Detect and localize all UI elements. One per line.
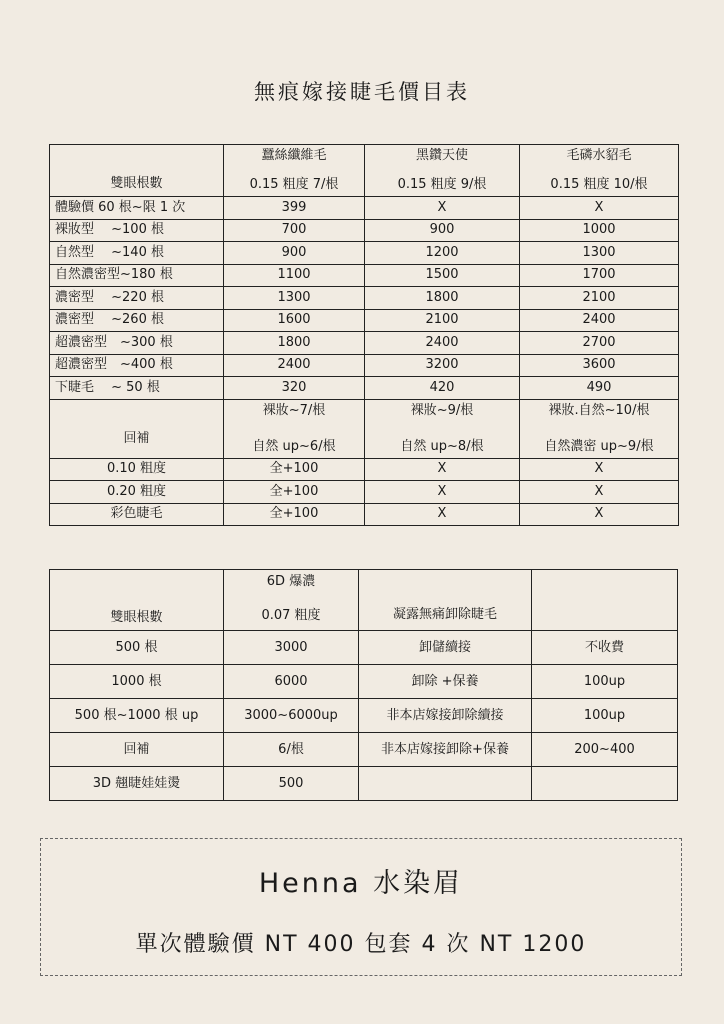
price-cell: 500 (224, 767, 359, 801)
eyelash-price-table (49, 144, 679, 526)
service-cell (359, 767, 532, 801)
service-cell: 卸儲續接 (359, 631, 532, 665)
services-price-table (49, 569, 678, 801)
table-row (50, 377, 679, 400)
header-col-6d: 6D 爆濃 0.07 粗度 (224, 570, 359, 631)
price-cell: X (365, 197, 520, 220)
table-row (50, 197, 679, 220)
row-label: 體驗價 60 根~限 1 次 (50, 197, 224, 220)
table-row (50, 767, 678, 801)
price-cell: 3000 (224, 631, 359, 665)
price-cell: 320 (224, 377, 365, 400)
table-row (50, 458, 679, 481)
price-cell: X (365, 503, 520, 526)
header-col-mink: 毛磷水貂毛 0.15 粗度 10/根 (520, 145, 679, 197)
table-row (50, 287, 679, 310)
table-row (50, 309, 679, 332)
price-cell: 700 (224, 219, 365, 242)
price-cell: X (520, 458, 679, 481)
price-cell: 1800 (365, 287, 520, 310)
price-cell: X (520, 197, 679, 220)
header-col-removal: 凝露無痛卸除睫毛 (359, 570, 532, 631)
row-label: 彩色睫毛 (50, 503, 224, 526)
table-row (50, 631, 678, 665)
refill-cell: 裸妝~7/根 自然 up~6/根 (224, 399, 365, 458)
row-label: 下睫毛 ~ 50 根 (50, 377, 224, 400)
table-row (50, 733, 678, 767)
price-cell: 490 (520, 377, 679, 400)
price-cell: 3200 (365, 354, 520, 377)
price-cell: 不收費 (532, 631, 678, 665)
price-cell: 全+100 (224, 481, 365, 504)
row-label: 自然濃密型~180 根 (50, 264, 224, 287)
header-col-silk: 蠶絲纖維毛 0.15 粗度 7/根 (224, 145, 365, 197)
price-cell: 900 (365, 219, 520, 242)
price-cell: 1500 (365, 264, 520, 287)
price-cell: 2700 (520, 332, 679, 355)
price-cell: 全+100 (224, 458, 365, 481)
table-header-row (50, 145, 679, 197)
service-cell: 非本店嫁接卸除+保養 (359, 733, 532, 767)
row-label: 濃密型 ~220 根 (50, 287, 224, 310)
refill-cell: 裸妝.自然~10/根 自然濃密 up~9/根 (520, 399, 679, 458)
price-cell: 1800 (224, 332, 365, 355)
price-cell: 1700 (520, 264, 679, 287)
price-cell: 399 (224, 197, 365, 220)
price-cell: 1100 (224, 264, 365, 287)
row-label: 超濃密型 ~300 根 (50, 332, 224, 355)
price-cell: 1300 (520, 242, 679, 265)
price-cell: 1000 (520, 219, 679, 242)
page-title: 無痕嫁接睫毛價目表 (254, 80, 470, 104)
table-row (50, 665, 678, 699)
header-col-price (532, 570, 678, 631)
row-label: 1000 根 (50, 665, 224, 699)
row-label: 濃密型 ~260 根 (50, 309, 224, 332)
row-label: 500 根~1000 根 up (50, 699, 224, 733)
price-cell: 6/根 (224, 733, 359, 767)
table-row (50, 481, 679, 504)
price-cell: X (520, 481, 679, 504)
table-row (50, 219, 679, 242)
price-cell: X (365, 458, 520, 481)
row-label: 0.10 粗度 (50, 458, 224, 481)
price-cell: X (520, 503, 679, 526)
price-cell: 6000 (224, 665, 359, 699)
table-header-row (50, 570, 678, 631)
row-label: 500 根 (50, 631, 224, 665)
refill-cell: 裸妝~9/根 自然 up~8/根 (365, 399, 520, 458)
henna-title: Henna 水染眉 (258, 868, 464, 899)
row-label: 自然型 ~140 根 (50, 242, 224, 265)
price-cell (532, 767, 678, 801)
henna-brow-section (40, 838, 682, 976)
row-label: 3D 翹睫娃娃燙 (50, 767, 224, 801)
price-cell: 1600 (224, 309, 365, 332)
table-row (50, 354, 679, 377)
service-cell: 非本店嫁接卸除續接 (359, 699, 532, 733)
row-label: 裸妝型 ~100 根 (50, 219, 224, 242)
header-label-cell: 雙眼根數 (50, 145, 224, 197)
refill-label-cell: 回補 (50, 399, 224, 458)
price-cell: 200~400 (532, 733, 678, 767)
table-row (50, 242, 679, 265)
price-cell: 2400 (520, 309, 679, 332)
price-cell: 2100 (520, 287, 679, 310)
price-cell: 全+100 (224, 503, 365, 526)
refill-row (50, 399, 679, 458)
row-label: 回補 (50, 733, 224, 767)
row-label: 0.20 粗度 (50, 481, 224, 504)
table-row (50, 264, 679, 287)
table-row (50, 332, 679, 355)
header-col-black-diamond: 黑鑽天使 0.15 粗度 9/根 (365, 145, 520, 197)
price-cell: 2100 (365, 309, 520, 332)
table-row (50, 503, 679, 526)
header-label-cell: 雙眼根數 (50, 570, 224, 631)
price-cell: 2400 (224, 354, 365, 377)
henna-price-line: 單次體驗價 NT 400 包套 4 次 NT 1200 (135, 932, 587, 957)
price-cell: 1300 (224, 287, 365, 310)
price-cell: 900 (224, 242, 365, 265)
price-cell: 3000~6000up (224, 699, 359, 733)
table-row (50, 699, 678, 733)
service-cell: 卸除 +保養 (359, 665, 532, 699)
price-cell: 420 (365, 377, 520, 400)
row-label: 超濃密型 ~400 根 (50, 354, 224, 377)
price-cell: X (365, 481, 520, 504)
price-cell: 100up (532, 699, 678, 733)
price-cell: 3600 (520, 354, 679, 377)
price-cell: 2400 (365, 332, 520, 355)
price-cell: 1200 (365, 242, 520, 265)
price-cell: 100up (532, 665, 678, 699)
